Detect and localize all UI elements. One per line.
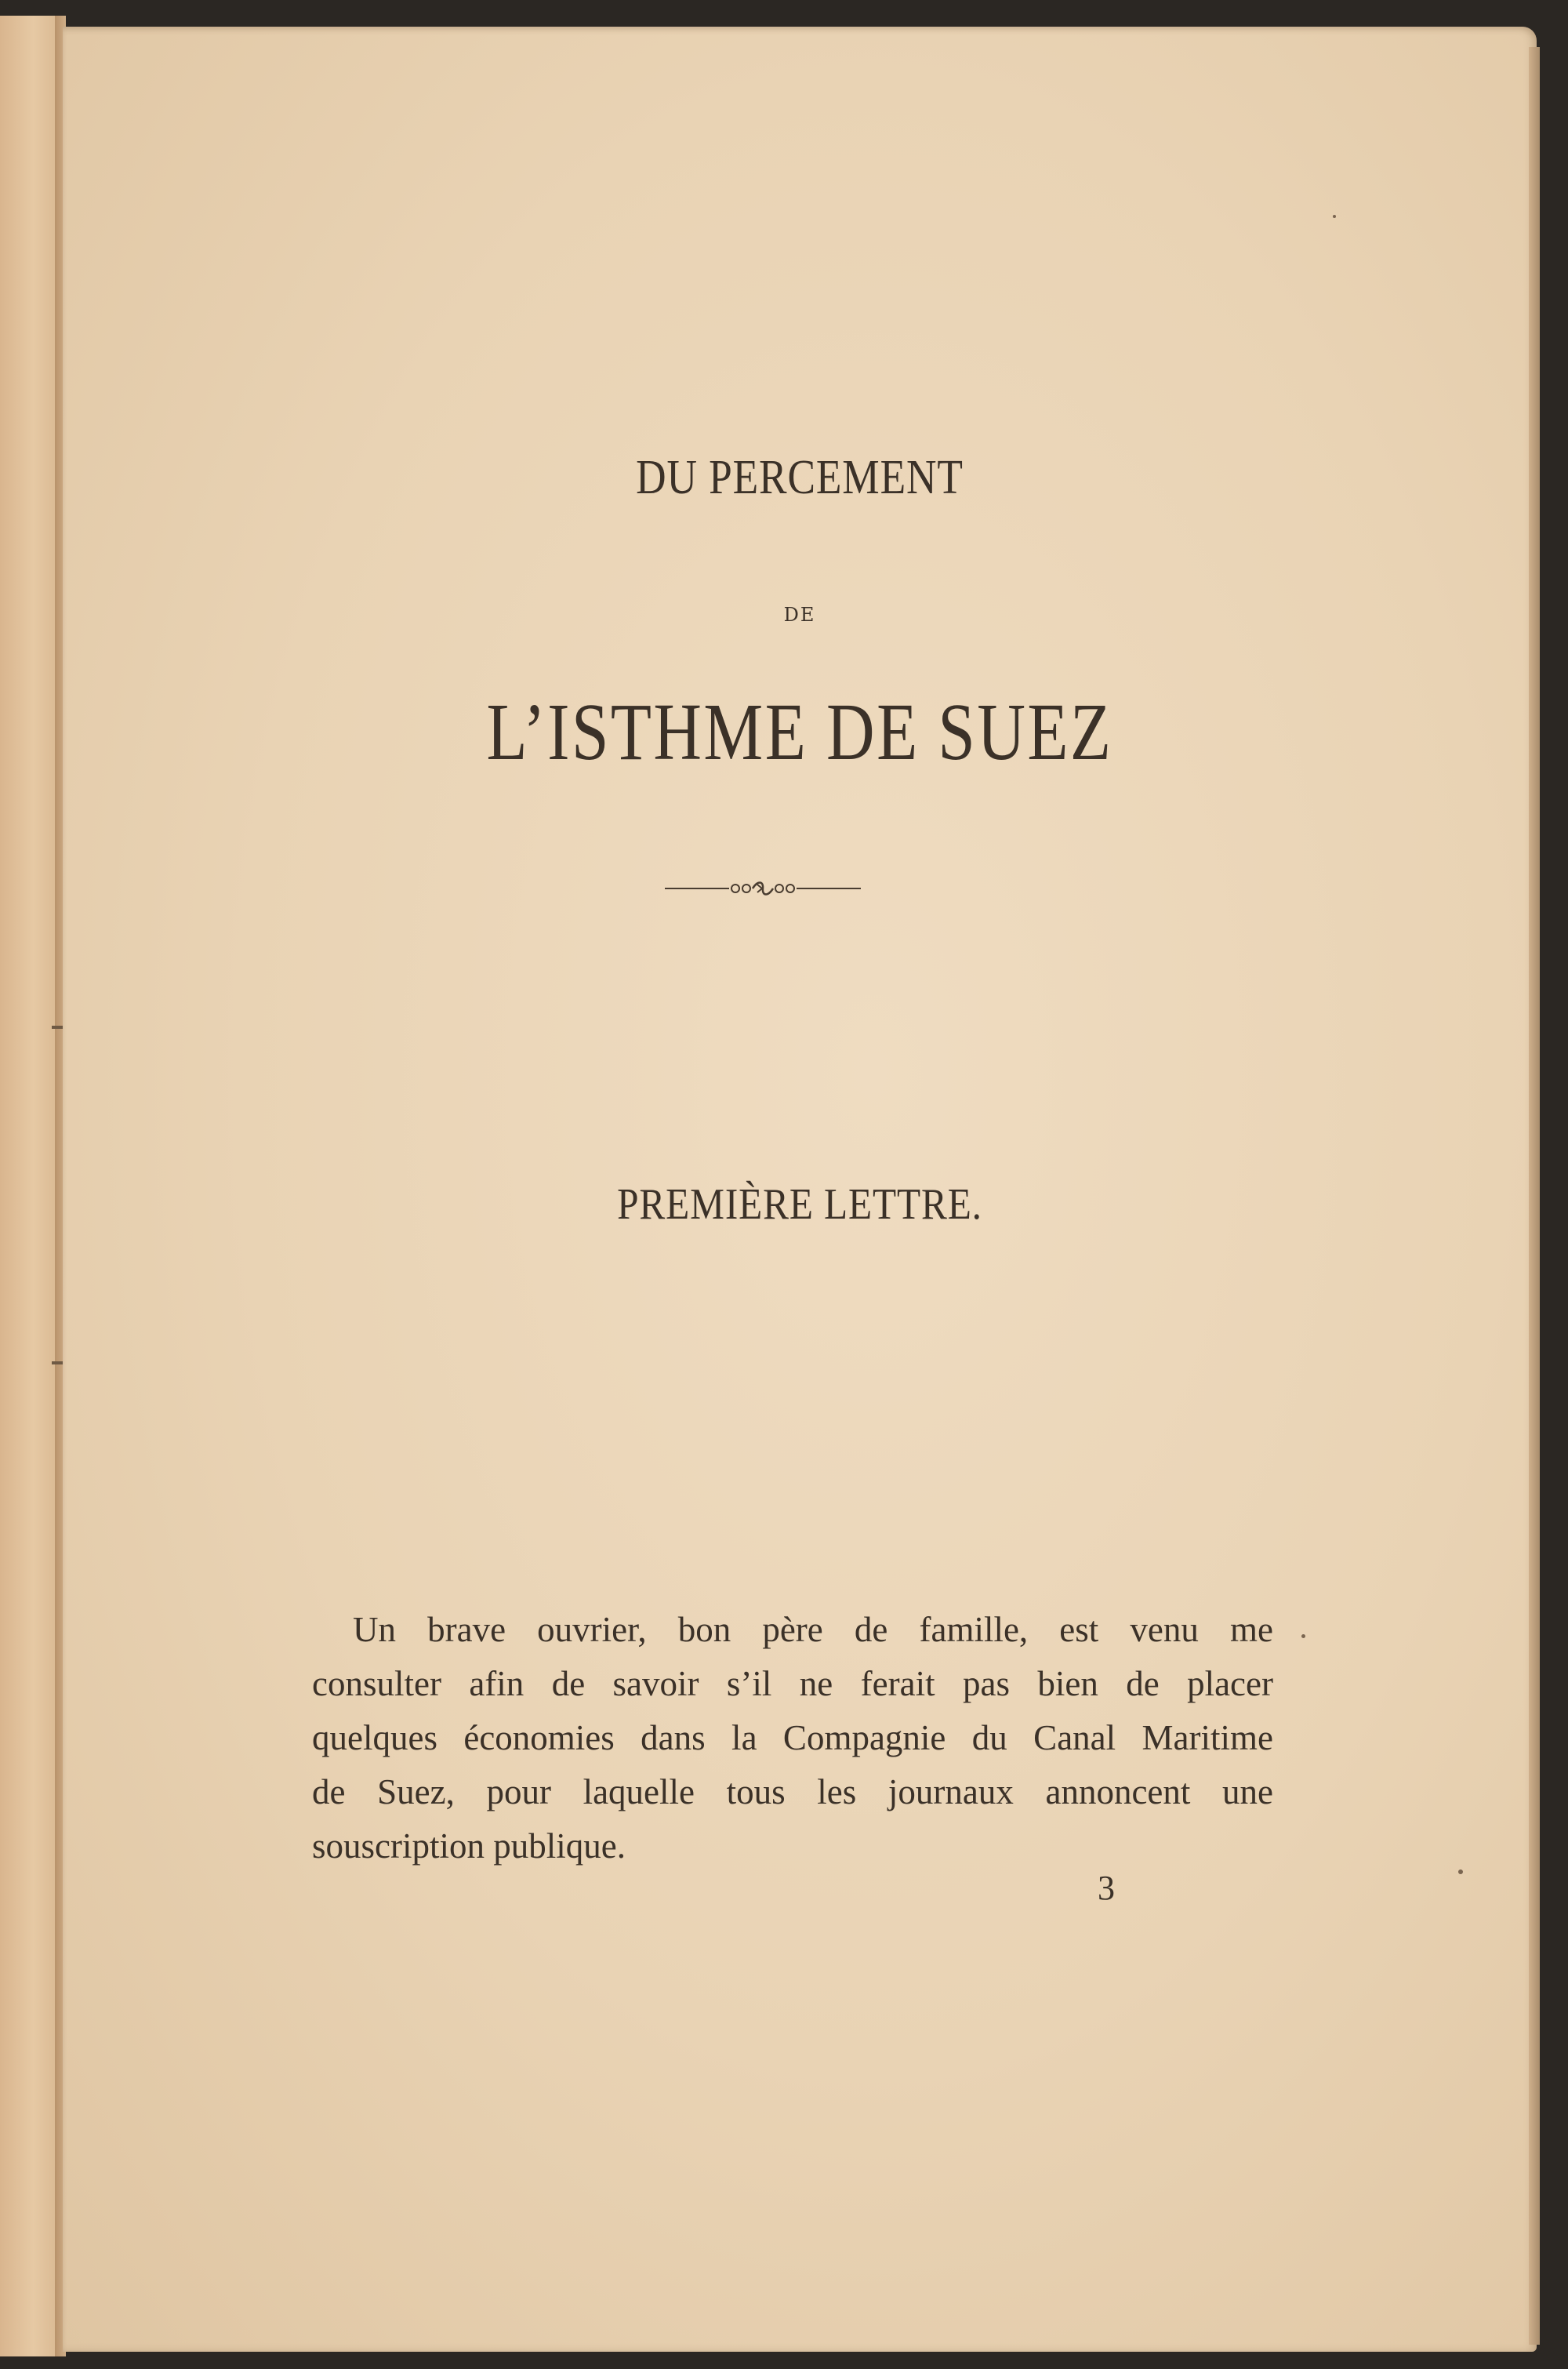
paragraph-line: de Suez, pour laquelle tous les journaux annoncent une [312,1772,1273,1811]
paper-speck [1301,1634,1305,1638]
section-heading: PREMIÈRE LETTRE. [617,1180,982,1229]
body-paragraph [312,1603,1273,1873]
page-number: 3 [1098,1869,1115,1907]
paper-speck [1458,1869,1463,1874]
paragraph-line: consulter afin de savoir s’il ne ferait pas bien de placer [312,1664,1273,1703]
title-connector: DE [783,604,816,626]
book-page [63,27,1537,2352]
title-line-2: L’ISTHME DE SUEZ [486,687,1113,777]
page-edge-shadow [1529,47,1540,2345]
paragraph-line: souscription publique. [312,1826,626,1866]
title-line-1: DU PERCEMENT [636,451,964,504]
paragraph-line: Un brave ouvrier, bon père de famille, est venu me [353,1610,1273,1649]
previous-page-edge [0,16,61,2356]
paper-speck [1333,215,1336,218]
ornament-divider-icon [665,878,861,899]
paragraph-line: quelques économies dans la Compagnie du Canal Maritime [312,1718,1273,1757]
